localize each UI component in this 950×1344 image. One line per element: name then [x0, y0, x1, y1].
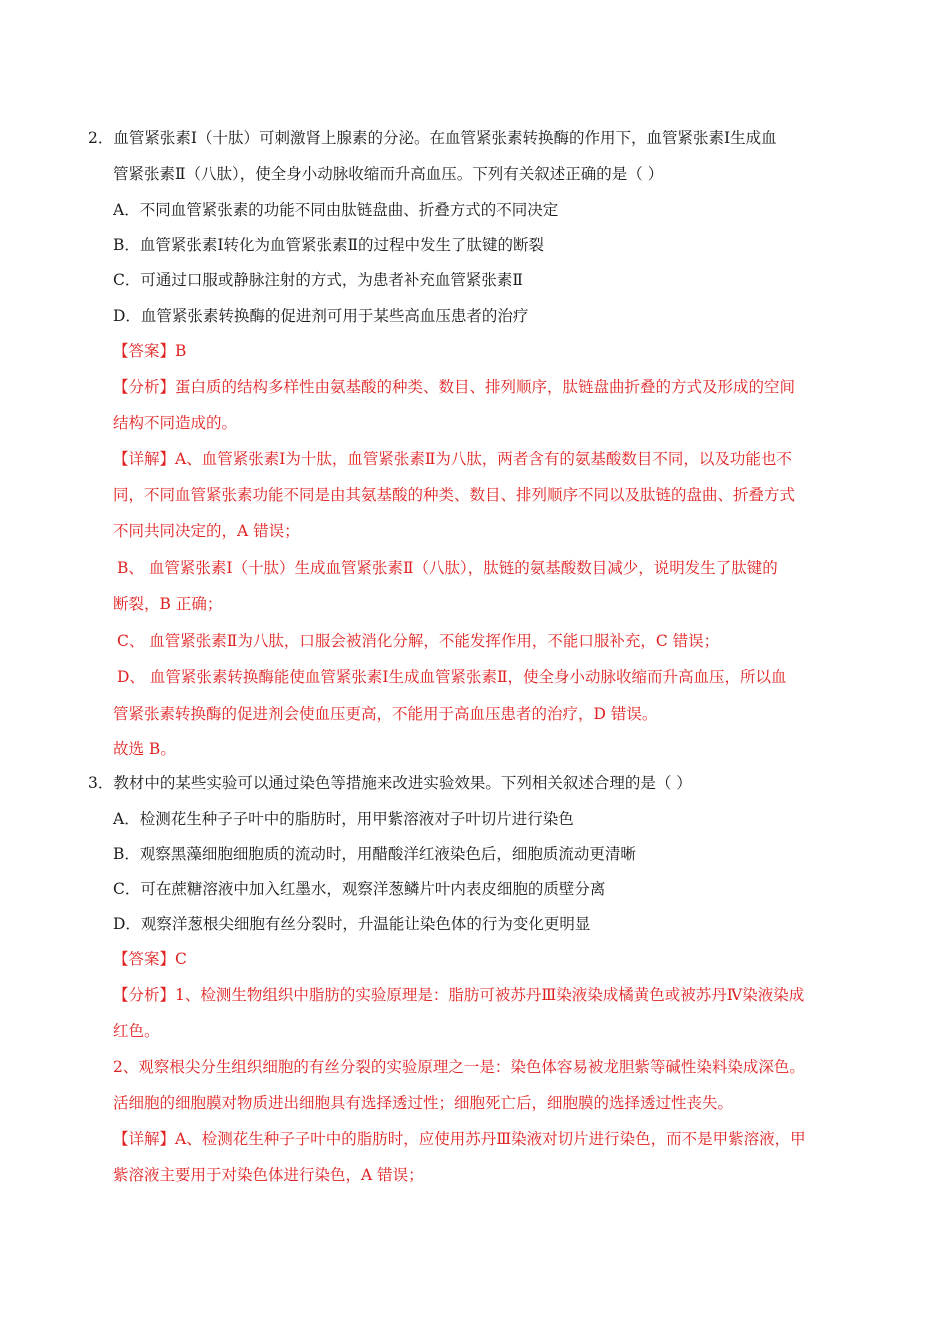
- q3-option-c: C．可在蔗糖溶液中加入红墨水，观察洋葱鳞片叶内表皮细胞的质壁分离: [113, 880, 606, 898]
- q3-answer: [113, 949, 187, 969]
- q3-analysis-line-4: 活细胞的细胞膜对物质进出细胞具有选择透过性；细胞死亡后，细胞膜的选择透过性丧失。: [113, 1094, 734, 1112]
- q3-answer-value: C: [175, 950, 187, 968]
- q3-analysis-line-1: 【分析】1、检测生物组织中脂肪的实验原理是：脂肪可被苏丹Ⅲ染液染成橘黄色或被苏丹Ⅳ染液染成: [113, 986, 805, 1004]
- q2-detail-line-1: 【详解】A、血管紧张素Ⅰ为十肽，血管紧张素Ⅱ为八肽，两者含有的氨基酸数目不同，以及功能也不: [113, 450, 792, 468]
- q3-answer-label: 【答案】: [113, 950, 176, 968]
- q2-answer-value: B: [175, 342, 187, 360]
- q2-option-d: D．血管紧张素转换酶的促进剂可用于某些高血压患者的治疗: [113, 307, 529, 325]
- q3-option-b: B．观察黑藻细胞细胞质的流动时，用醋酸洋红液染色后，细胞质流动更清晰: [113, 845, 636, 863]
- q3-analysis-line-3: 2、观察根尖分生组织细胞的有丝分裂的实验原理之一是：染色体容易被龙胆紫等碱性染料染成深色。: [113, 1058, 805, 1076]
- q2-analysis-line-1: 【分析】蛋白质的结构多样性由氨基酸的种类、数目、排列顺序，肽链盘曲折叠的方式及形成的空间: [113, 378, 796, 396]
- q3-analysis-line-2: 红色。: [113, 1022, 160, 1040]
- q2-answer-label: 【答案】: [113, 342, 176, 360]
- q2-detail-line-5: 断裂，B 正确；: [113, 595, 223, 613]
- q2-detail-line-3: 不同共同决定的，A 错误；: [113, 522, 300, 540]
- q3-detail-line-2: 紫溶液主要用于对染色体进行染色，A 错误；: [113, 1166, 424, 1184]
- q2-answer: [113, 341, 186, 361]
- q2-option-c: C．可通过口服或静脉注射的方式，为患者补充血管紧张素Ⅱ: [113, 271, 523, 289]
- q2-detail-line-9: 故选 B。: [113, 740, 176, 758]
- q2-detail-line-8: 管紧张素转换酶的促进剂会使血压更高，不能用于高血压患者的治疗，D 错误。: [113, 705, 658, 723]
- q2-option-a: A．不同血管紧张素的功能不同由肽链盘曲、折叠方式的不同决定: [113, 201, 559, 219]
- q3-option-a: A．检测花生种子子叶中的脂肪时，用甲紫溶液对子叶切片进行染色: [113, 810, 574, 828]
- q2-detail-line-4: B、 血管紧张素Ⅰ（十肽）生成血管紧张素Ⅱ（八肽），肽链的氨基酸数目减少，说明发生了肽键的: [117, 559, 778, 577]
- q2-stem-line-2: 管紧张素Ⅱ（八肽），使全身小动脉收缩而升高血压。下列有关叙述正确的是（ ）: [113, 165, 664, 183]
- q2-stem-line-1: 2．血管紧张素Ⅰ（十肽）可刺激肾上腺素的分泌。在血管紧张素转换酶的作用下，血管紧张素Ⅰ生成血: [88, 129, 777, 147]
- q2-detail-line-6: C、 血管紧张素Ⅱ为八肽，口服会被消化分解，不能发挥作用，不能口服补充，C 错误；: [117, 632, 720, 650]
- q3-detail-line-1: 【详解】A、检测花生种子子叶中的脂肪时，应使用苏丹Ⅲ染液对切片进行染色，而不是甲紫溶液，甲: [113, 1130, 806, 1148]
- q2-detail-line-2: 同，不同血管紧张素功能不同是由其氨基酸的种类、数目、排列顺序不同以及肽链的盘曲、折叠方式: [113, 486, 796, 504]
- q2-option-b: B．血管紧张素Ⅰ转化为血管紧张素Ⅱ的过程中发生了肽键的断裂: [113, 236, 545, 254]
- q3-option-d: D．观察洋葱根尖细胞有丝分裂时，升温能让染色体的行为变化更明显: [113, 915, 591, 933]
- q3-stem-line-1: 3．教材中的某些实验可以通过染色等措施来改进实验效果。下列相关叙述合理的是（ ）: [88, 774, 692, 792]
- q2-detail-line-7: D、 血管紧张素转换酶能使血管紧张素Ⅰ生成血管紧张素Ⅱ，使全身小动脉收缩而升高血压，所以血: [117, 668, 787, 686]
- q2-analysis-line-2: 结构不同造成的。: [113, 414, 238, 432]
